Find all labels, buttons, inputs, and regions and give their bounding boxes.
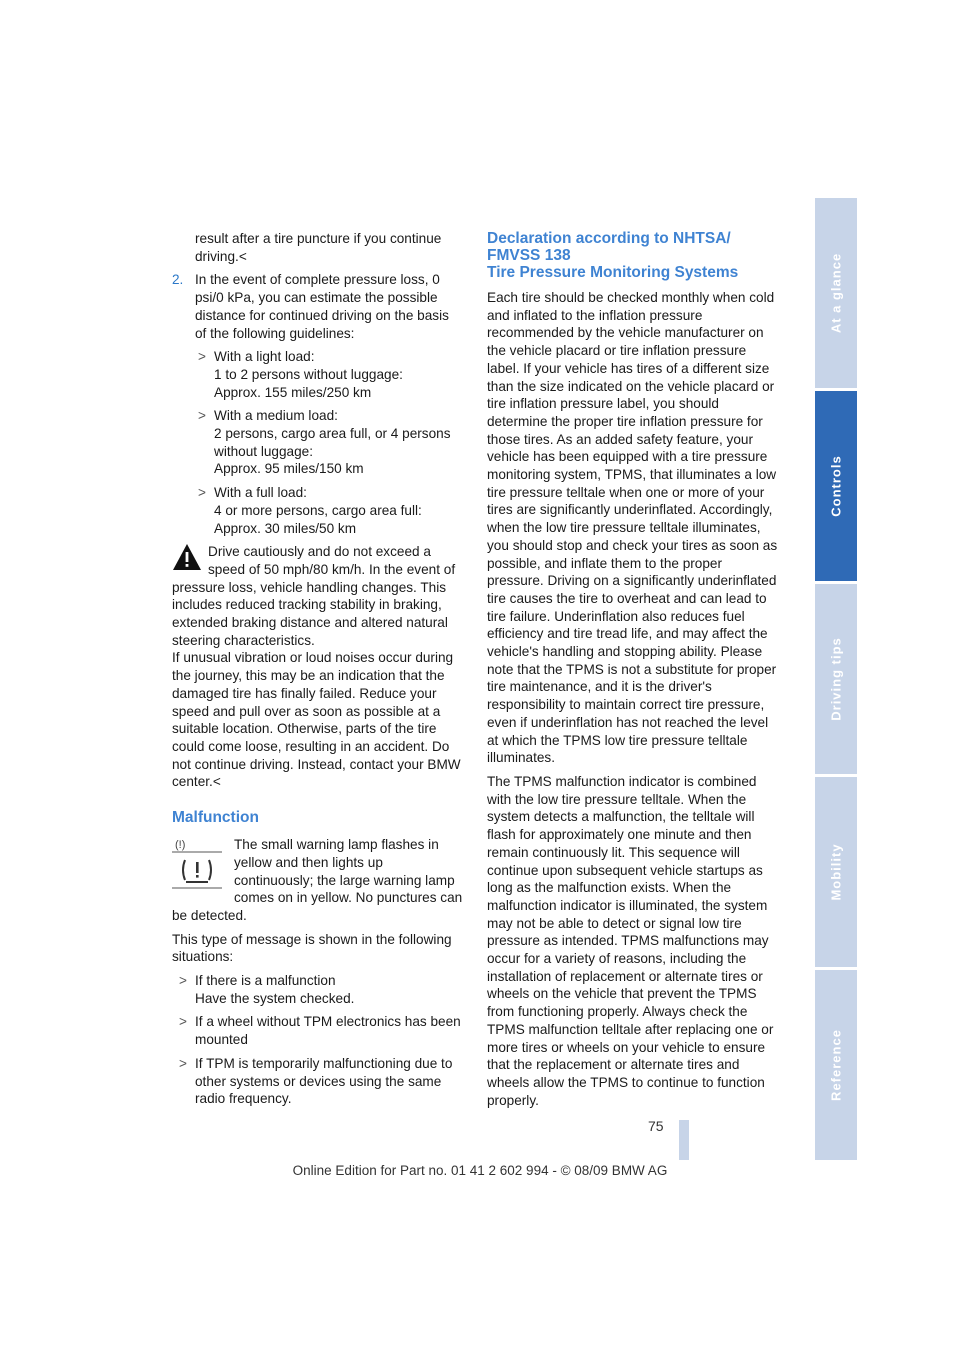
- footer-text: Online Edition for Part no. 01 41 2 602 994 - © 08/09 BMW AG: [292, 1163, 668, 1178]
- warning-note: [172, 543, 464, 791]
- svg-text:(!): (!): [175, 839, 186, 852]
- right-column: [487, 230, 779, 1115]
- warning-text: Drive cautiously and do not exceed a speed of 50 mph/80 km/h. In the event of pressure loss, vehicle handling changes. This includes reduced tracking stability in braking, extended braking distance and altered natural steering characteristics.: [172, 544, 456, 648]
- left-column: [172, 230, 464, 1114]
- chapter-tabs: [815, 198, 857, 1163]
- malfunction-text: The small warning lamp flashes in yellow and then lights up continuously; the large warning lamp comes on in yellow. No punctures can be detected.: [172, 837, 463, 923]
- tab-mobility[interactable]: Mobility: [815, 777, 857, 967]
- list-item: > With a light load: 1 to 2 persons without luggage: Approx. 155 miles/250 km: [198, 349, 403, 400]
- list-item: > If TPM is temporarily malfunctioning due to other systems or devices using the same radio frequency.: [179, 1055, 453, 1107]
- list-item: > With a full load: 4 or more persons, cargo area full: Approx. 30 miles/50 km: [198, 485, 422, 536]
- list-item: > If there is a malfunction Have the system checked.: [179, 973, 355, 1006]
- situation-list: [172, 972, 464, 1108]
- paragraph: The TPMS malfunction indicator is combined with the low tire pressure telltale. When the system detects a malfunction, the telltale will flash for approximately one minute and then remain continuously lit. This sequence will continue upon subsequent vehicle startups as long as the malfunction exists. When the malfunction indicator is illuminated, the system may not be able to detect or signal low tire pressure as intended. TPMS malfunctions may occur for a variety of reasons, including the installation of replacement or alternate tires or wheels on the vehicle that prevent the TPMS from functioning properly. Always check the TPMS malfunction telltale after replacing one or more tires or wheels on your vehicle to ensure that the replacement or alternate tires and wheels allow the TPMS to continue to function properly.: [487, 773, 774, 1108]
- tab-at-a-glance[interactable]: At a glance: [815, 198, 857, 388]
- page-marker-bar: [679, 1120, 689, 1160]
- section-heading-declaration: Declaration according to NHTSA/ FMVSS 138: [487, 230, 731, 264]
- list-item-2: 2. In the event of complete pressure loss, 0 psi/0 kPa, you can estimate the possible distance for continued driving on the basis of the following guidelines:: [172, 272, 449, 341]
- warning-text-2: If unusual vibration or loud noises occur during the journey, this may be an indication that the damaged tire has finally failed. Reduce your speed and pull over as soon as possible at a suitable location. Otherwise, parts of the tire could come loose, resulting in an accident. Do not continue driving. Instead, contact your BMW center.<: [172, 650, 461, 790]
- tpm-warning-lamp-icon: [172, 836, 226, 890]
- tab-reference[interactable]: Reference: [815, 970, 857, 1160]
- load-list: [172, 348, 464, 537]
- list-item: > With a medium load: 2 persons, cargo area full, or 4 persons without luggage: Approx. 95 miles/150 km: [198, 408, 451, 477]
- section-heading-tpms: Tire Pressure Monitoring Systems: [487, 264, 739, 281]
- malfunction-block: [172, 836, 464, 925]
- section-heading-malfunction: Malfunction: [172, 809, 259, 827]
- item-number: 2.: [172, 272, 184, 288]
- warning-triangle-icon: [172, 543, 202, 571]
- tab-driving-tips[interactable]: Driving tips: [815, 584, 857, 774]
- list-item: > If a wheel without TPM electronics has been mounted: [179, 1014, 461, 1048]
- tab-controls[interactable]: Controls: [815, 391, 857, 581]
- message-intro: This type of message is shown in the following situations:: [172, 931, 452, 965]
- paragraph: Each tire should be checked monthly when cold and inflated to the inflation pressure recommended by the vehicle manufacturer on the vehicle placard or tire inflation pressure label. If your vehicle has tires of a different size than the size indicated on the vehicle placard or tire inflation pressure label, you should determine the proper tire inflation pressure for those tires. As an added safety feature, your vehicle has been equipped with a tire pressure monitoring system, TPMS, that illuminates a low tire pressure telltale when one or more of your tires are significantly underinflated. Accordingly, when the low tire pressure telltale illuminates, you should stop and check your tires as soon as possible, and inflate them to the proper pressure. Driving on a significantly underinflated tire causes the tire to overheat and can lead to tire failure. Underinflation also reduces fuel efficiency and tire tread life, and may affect the vehicle's handling and stopping ability. Please note that the TPMS is not a substitute for proper tire maintenance, and it is the driver's responsibility to maintain correct tire pressure, even if underinflation has not reached the level at which the TPMS low tire pressure telltale illuminates.: [487, 290, 778, 766]
- page-number: 75: [648, 1118, 664, 1134]
- intro-continuation: result after a tire puncture if you continue driving.<: [195, 231, 442, 264]
